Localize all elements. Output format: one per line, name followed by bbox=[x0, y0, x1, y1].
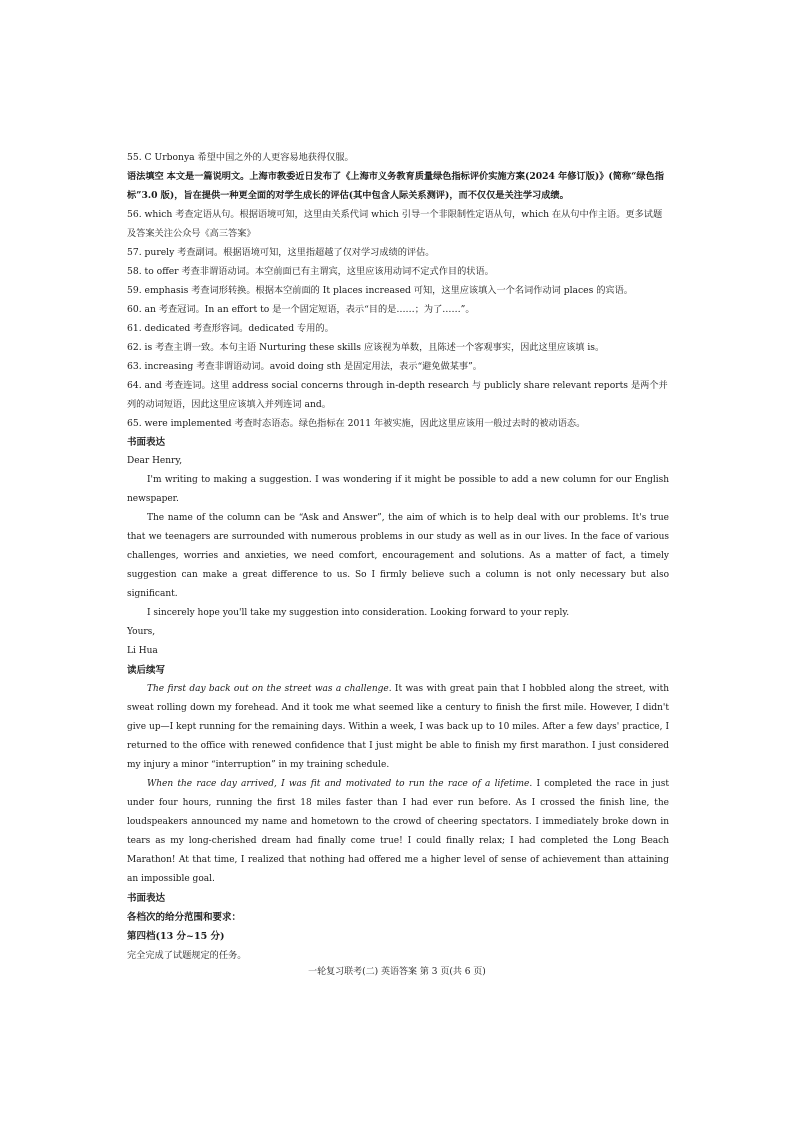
continuation-paragraph-1 bbox=[127, 680, 669, 775]
grammar-intro: 本文是一篇说明文。上海市教委近日发布了《上海市义务教育质量绿色指标评价实施方案(2024 年修订版)》(简称“绿色指标”3.0 版)，旨在提供一种更全面的对学生成长的评估(其中包含人际关系测评)，而不仅仅是关注学习成绩。 bbox=[127, 171, 664, 201]
answer-56: 56. which 考查定语从句。根据语境可知，这里由关系代词 which 引导一个非限制性定语从句，which 在从句中作主语。更多试题及答案关注公众号《高三答案》 bbox=[127, 209, 663, 239]
scoring-criteria-label: 各档次的给分范围和要求： bbox=[127, 912, 242, 923]
answer-65: 65. were implemented 考查时态语态。绿色指标在 2011 年被实施，因此这里应该用一般过去时的被动语态。 bbox=[127, 418, 586, 429]
letter-paragraph-2: The name of the column can be “Ask and Answer”, the aim of which is to help deal with our problems. It's true that we teenagers are surrounded with numerous problems in our study as well as in our lives. In the face of various challenges, worries and anxieties, we need comfort, encouragement and solutions. As a matter of fact, a timely suggestion can make a great difference to us. So I firmly believe such a column is not only necessary but also significant. bbox=[127, 513, 669, 599]
continuation-p1-text: It was with great pain that I hobbled along the street, with sweat rolling down my forehead. And it took me what seemed like a century to finish the first mile. However, I didn't give up—I kept running for the remaining days. Within a week, I was back up to 10 miles. After a few days' practice, I returned to the office with renewed confidence that I just might be able to finish my first marathon. I just considered my injury a minor “interruption” in my training schedule. bbox=[127, 684, 669, 770]
letter-paragraph-1: I'm writing to making a suggestion. I was wondering if it might be possible to add a new column for our English newspaper. bbox=[127, 475, 669, 504]
answer-55: 55. C Urbonya 希望中国之外的人更容易地获得仅服。 bbox=[127, 152, 354, 163]
scoring-band-four: 第四档(13 分~15 分) bbox=[127, 931, 225, 942]
letter-greeting: Dear Henry, bbox=[127, 456, 183, 466]
answer-57: 57. purely 考查副词。根据语境可知，这里指超越了仅对学习成绩的评估。 bbox=[127, 247, 435, 258]
writing-section-title: 书面表达 bbox=[127, 437, 166, 448]
letter-paragraph-3: I sincerely hope you'll take my suggestion into consideration. Looking forward to your reply. bbox=[147, 608, 570, 618]
grammar-intro-block bbox=[127, 167, 669, 205]
answer-61: 61. dedicated 考查形容词。dedicated 专用的。 bbox=[127, 323, 334, 334]
continuation-p2-lead: When the race day arrived, I was fit and motivated to run the race of a lifetime. bbox=[147, 779, 533, 789]
answer-page bbox=[127, 148, 669, 965]
continuation-p1-lead: The first day back out on the street was a challenge. bbox=[147, 684, 392, 694]
answer-59: 59. emphasis 考查词形转换。根据本空前面的 It places increased 可知，这里应该填入一个名词作动词 places 的宾语。 bbox=[127, 285, 633, 296]
grammar-section-title: 语法填空 bbox=[127, 171, 164, 182]
answer-60: 60. an 考查冠词。In an effort to 是一个固定短语，表示“目的是……；为了……”。 bbox=[127, 304, 475, 315]
answer-64: 64. and 考查连词。这里 address social concerns through in-depth research 与 publicly share relevant reports 是两个并列的动词短语，因此这里应该填入并列连词 and。 bbox=[127, 380, 668, 410]
letter-closing: Yours, bbox=[127, 627, 156, 637]
answer-58: 58. to offer 考查非谓语动词。本空前面已有主谓宾，这里应该用动词不定式作目的状语。 bbox=[127, 266, 494, 277]
answer-62: 62. is 考查主谓一致。本句主语 Nurturing these skills 应该视为单数，且陈述一个客观事实，因此这里应该填 is。 bbox=[127, 342, 605, 353]
continuation-paragraph-2 bbox=[127, 775, 669, 889]
continuation-p2-text: I completed the race in just under four hours, running the first 18 miles faster than I had ever run before. As I crossed the finish line, the loudspeakers announced my name and hometown to the crowd of cheering spectators. I immediately broke down in tears as my long-cherished dream had finally come true! I could finally relax; I had completed the Long Beach Marathon! At that time, I realized that nothing had offered me a higher level of sense of achievement than attaining an impossible goal. bbox=[127, 779, 670, 884]
scoring-band-four-desc: 完全完成了试题规定的任务。 bbox=[127, 950, 247, 961]
letter-signature: Li Hua bbox=[127, 646, 158, 656]
page-footer: 一轮复习联考(二) 英语答案 第 3 页(共 6 页) bbox=[308, 967, 486, 977]
scoring-section-title: 书面表达 bbox=[127, 893, 166, 904]
answer-63: 63. increasing 考查非谓语动词。avoid doing sth 是固定用法，表示“避免做某事”。 bbox=[127, 361, 482, 372]
continuation-section-title: 读后续写 bbox=[127, 665, 166, 676]
